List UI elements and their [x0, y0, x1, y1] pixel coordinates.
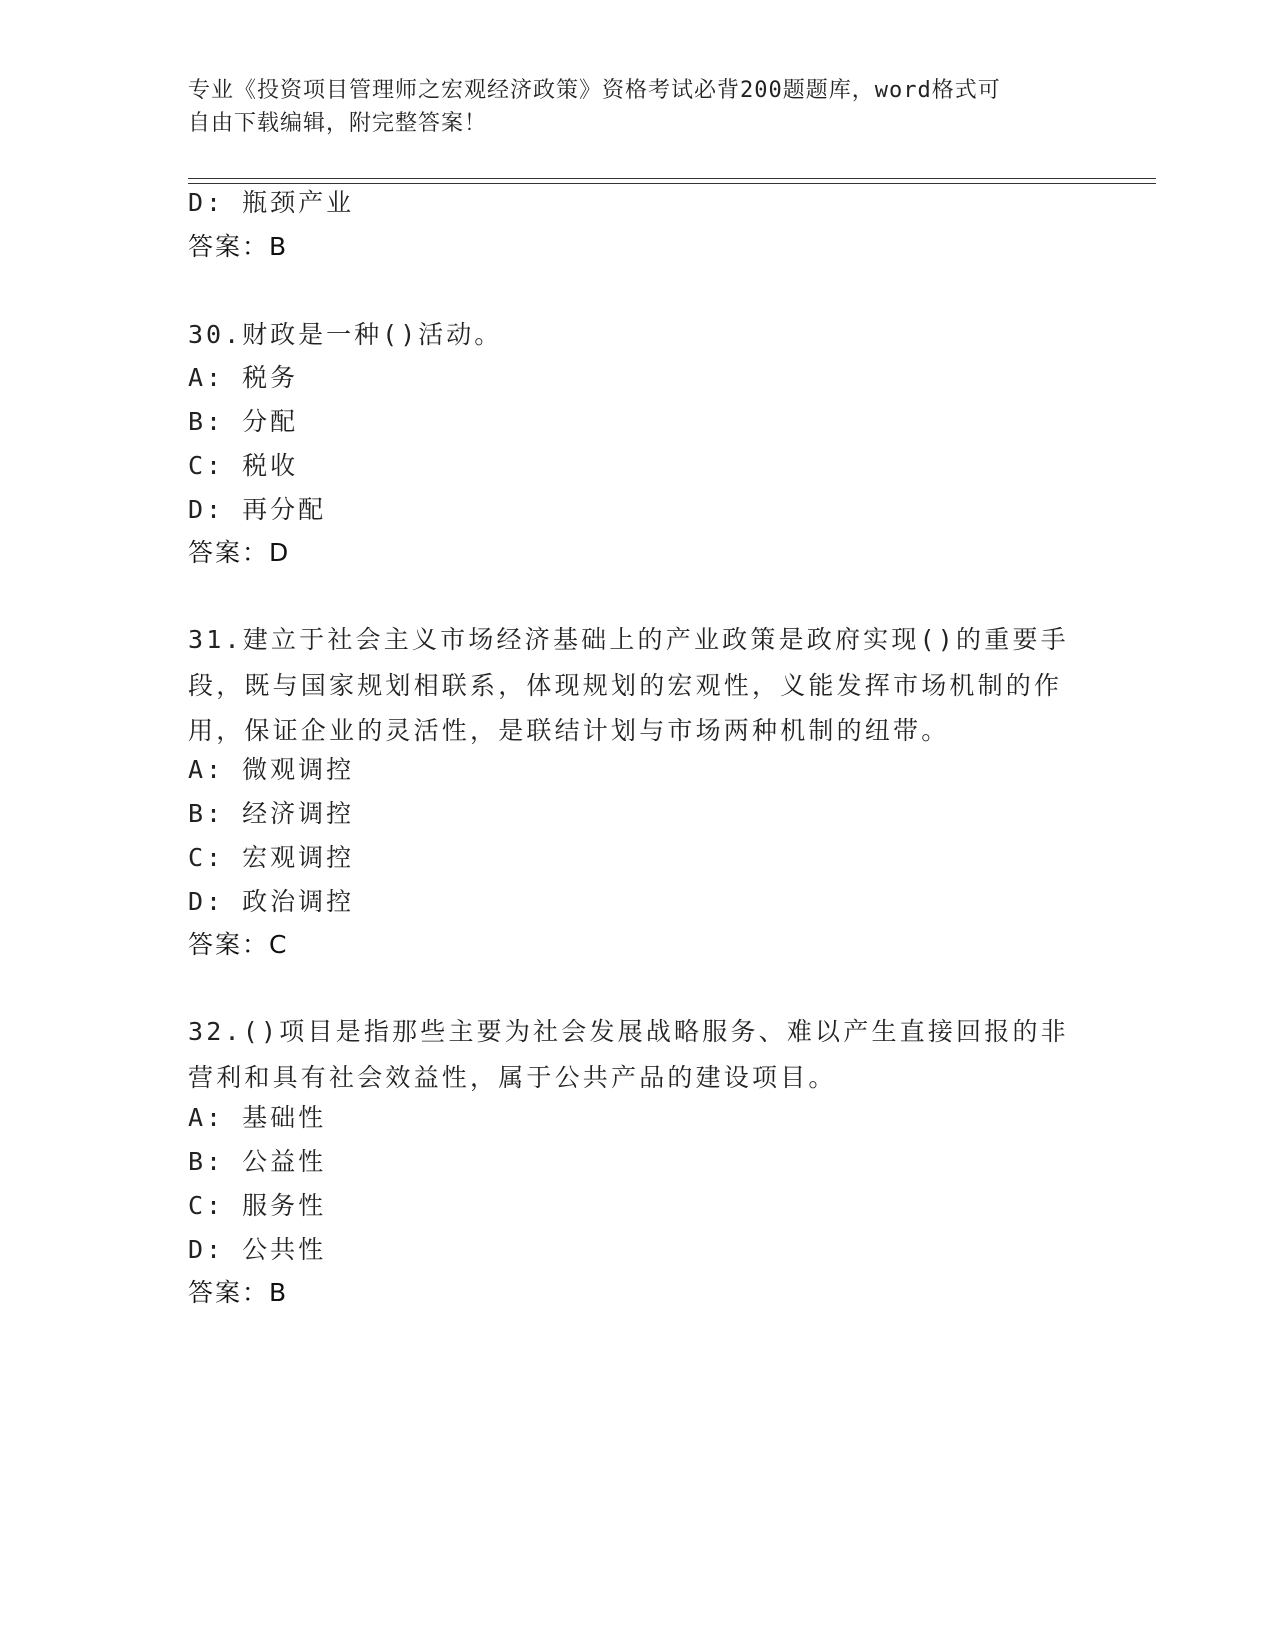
- q30-text: 30.财政是一种()活动。: [188, 320, 503, 349]
- q30-option-d: D: 再分配: [188, 495, 327, 524]
- q32-option-d: D: 公共性: [188, 1235, 327, 1264]
- header-line-1: 专业《投资项目管理师之宏观经济政策》资格考试必背200题题库，word格式可: [188, 78, 1001, 103]
- q31-answer: 答案：C: [188, 930, 289, 959]
- q32-option-b: B: 公益性: [188, 1147, 327, 1176]
- prev-answer: 答案：B: [188, 232, 289, 261]
- q32-option-a: A: 基础性: [188, 1103, 327, 1132]
- q30-option-c: C: 税收: [188, 451, 299, 480]
- q32-answer: 答案：B: [188, 1278, 289, 1307]
- q32-option-c: C: 服务性: [188, 1191, 327, 1220]
- prev-option-d: D: 瓶颈产业: [188, 188, 355, 217]
- q30-option-a: A: 税务: [188, 363, 299, 392]
- q30-option-b: B: 分配: [188, 407, 299, 436]
- q31-option-a: A: 微观调控: [188, 755, 355, 784]
- q32-text: 32.()项目是指那些主要为社会发展战略服务、难以产生直接回报的非营利和具有社会效益性，属于公共产品的建设项目。: [188, 1017, 1069, 1092]
- header-divider-top: [188, 178, 1156, 179]
- q30-answer: 答案：D: [188, 538, 291, 567]
- q31-option-c: C: 宏观调控: [188, 843, 355, 872]
- header-divider-bottom: [188, 183, 1156, 184]
- q31-text: 31.建立于社会主义市场经济基础上的产业政策是政府实现()的重要手段，既与国家规划相联系，体现规划的宏观性，义能发挥市场机制的作用，保证企业的灵活性，是联结计划与市场两种机制的纽带。: [188, 625, 1069, 745]
- q31-option-b: B: 经济调控: [188, 799, 355, 828]
- q31-option-d: D: 政治调控: [188, 887, 355, 916]
- header-line-2: 自由下载编辑，附完整答案！: [188, 111, 488, 136]
- document-header: [188, 74, 1068, 140]
